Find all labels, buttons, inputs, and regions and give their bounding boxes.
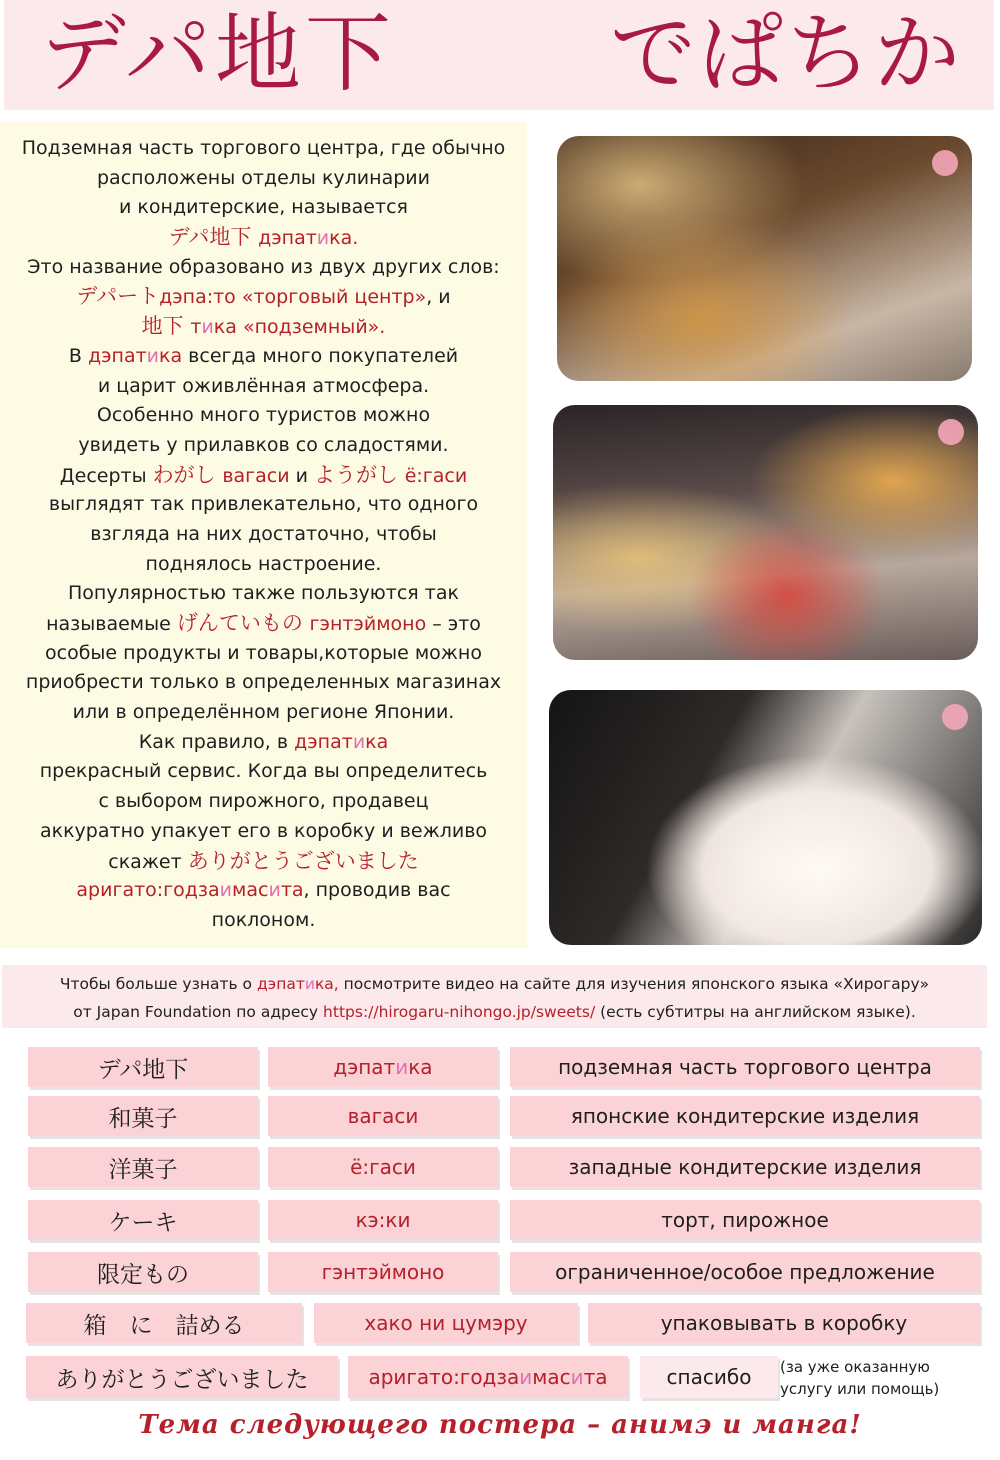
info-note-text xyxy=(2,970,987,1026)
text-segment: 地下 xyxy=(141,314,191,339)
vocab-term-meaning: упаковывать в коробку xyxy=(588,1303,980,1343)
vocab-term-reading xyxy=(268,1252,498,1292)
article-line xyxy=(0,757,527,787)
vocab-term-japanese: ありがとうございました xyxy=(26,1356,338,1398)
text-segment: ようがし xyxy=(314,462,405,487)
vocab-term-meaning: японские кондитерские изделия xyxy=(510,1096,980,1136)
text-segment: デパート xyxy=(76,284,160,309)
text-segment: т xyxy=(190,316,202,339)
text-segment: Популярностью также пользуются так xyxy=(68,582,459,605)
text-segment: ка, xyxy=(314,975,339,993)
info-note xyxy=(2,965,987,1028)
text-segment: хако ни цумэру xyxy=(364,1311,528,1335)
article-line xyxy=(0,253,527,283)
logo-badge-icon xyxy=(932,150,958,176)
text-segment: , проводив вас xyxy=(303,879,451,902)
article-line xyxy=(0,282,527,312)
text-segment: ё:гаси xyxy=(404,464,468,487)
vocab-term-meaning: подземная часть торгового центра xyxy=(510,1047,980,1087)
article-line xyxy=(0,698,527,728)
note-line xyxy=(2,998,987,1026)
text-segment: с выбором пирожного, продавец xyxy=(98,790,429,813)
text-segment: わがし xyxy=(152,462,223,487)
text-segment: аригато:годза xyxy=(368,1365,520,1389)
text-segment: и xyxy=(519,1365,533,1389)
note-line xyxy=(2,970,987,998)
text-segment: и xyxy=(570,1365,584,1389)
vocab-term-reading xyxy=(268,1147,498,1187)
text-segment: Чтобы больше узнать о xyxy=(59,975,257,993)
text-segment: https://hirogaru-nihongo.jp/sweets/ xyxy=(323,1003,596,1021)
article-line xyxy=(0,817,527,847)
vocab-term-reading xyxy=(268,1200,498,1240)
text-segment: и xyxy=(304,975,315,993)
vocab-term-meaning: западные кондитерские изделия xyxy=(510,1147,980,1187)
article-line xyxy=(0,876,527,906)
logo-badge-icon xyxy=(942,704,968,730)
article-line xyxy=(0,639,527,669)
text-segment: (есть субтитры на английском языке). xyxy=(595,1003,916,1021)
text-segment: та xyxy=(583,1365,608,1389)
text-segment: ка xyxy=(408,1055,433,1079)
text-segment: ка xyxy=(365,730,389,753)
text-segment: поклоном. xyxy=(211,908,316,931)
photo-dessert-showcase xyxy=(553,405,978,660)
text-segment: особые продукты и товары,которые можно xyxy=(45,641,482,664)
text-segment: Это название образовано из двух других слов: xyxy=(27,255,500,278)
text-segment: называемые xyxy=(46,613,177,635)
text-segment: дэпат xyxy=(294,730,353,753)
text-segment: ё:гаси xyxy=(350,1155,416,1179)
text-segment: от Japan Foundation по адресу xyxy=(73,1003,324,1021)
page-title-kanji: デパ地下 xyxy=(40,4,395,104)
vocab-term-reading xyxy=(268,1047,498,1087)
text-segment: и xyxy=(352,730,366,753)
text-segment: и xyxy=(289,464,315,487)
vocab-term-reading xyxy=(268,1096,498,1136)
text-segment: и царит оживлённая атмосфера. xyxy=(97,374,430,397)
text-segment: и xyxy=(268,879,281,902)
text-segment: всегда много покупателей xyxy=(182,344,459,367)
article-line xyxy=(0,728,527,758)
text-segment: и кондитерские, называется xyxy=(119,196,408,219)
text-segment: дэпат xyxy=(87,344,147,367)
text-segment: Особенно много туристов можно xyxy=(96,404,431,427)
article-line xyxy=(0,520,527,550)
text-segment: посмотрите видео на сайте для изучения японского языка «Хирогару» xyxy=(338,975,930,993)
article-panel xyxy=(0,122,527,948)
vocab-term-meaning: ограниченное/особое предложение xyxy=(510,1252,980,1292)
vocab-term-japanese: ケーキ xyxy=(28,1200,258,1240)
text-segment: ка. xyxy=(329,227,359,250)
vocab-term-reading xyxy=(348,1356,628,1398)
photo-cake-box xyxy=(549,690,982,945)
text-segment: ка «подземный». xyxy=(213,316,386,339)
vocab-term-japanese: デパ地下 xyxy=(28,1047,258,1087)
article-line xyxy=(0,490,527,520)
text-segment: приобрести только в определенных магазинах xyxy=(25,671,502,694)
article-line xyxy=(0,787,527,817)
article-line xyxy=(0,609,527,639)
vocab-term-meaning: торт, пирожное xyxy=(510,1200,980,1240)
article-line xyxy=(0,579,527,609)
text-segment: поднялось настроение. xyxy=(145,552,382,575)
article-line xyxy=(0,342,527,372)
text-segment: дэпат xyxy=(258,227,317,250)
text-segment: аккуратно упакует его в коробку и вежливо xyxy=(39,819,488,842)
vocab-term-japanese: 和菓子 xyxy=(28,1096,258,1136)
article-line xyxy=(0,431,527,461)
text-segment: и xyxy=(219,879,233,902)
text-segment: и xyxy=(316,227,330,250)
text-segment: Десерты xyxy=(59,464,153,487)
article-line xyxy=(0,847,527,877)
article-line xyxy=(0,312,527,342)
vocab-term-japanese: 洋菓子 xyxy=(28,1147,258,1187)
article-line xyxy=(0,906,527,936)
text-segment: та xyxy=(280,879,304,902)
text-segment: и xyxy=(395,1055,409,1079)
vocab-thanks-note-line: (за уже оказанную xyxy=(780,1358,930,1376)
vocab-thanks-note xyxy=(780,1356,939,1400)
vocab-term-japanese: 限定もの xyxy=(28,1252,258,1292)
article-line xyxy=(0,550,527,580)
text-segment: дэпат xyxy=(333,1055,396,1079)
text-segment: гэнтэймоно xyxy=(321,1260,445,1284)
text-segment: дэпа:то «торговый центр» xyxy=(159,286,427,309)
article-line xyxy=(0,223,527,253)
logo-badge-icon xyxy=(938,419,964,445)
vocab-term-japanese: 箱 に 詰める xyxy=(26,1303,302,1343)
text-segment: ありがとうございました xyxy=(187,848,419,873)
text-segment: аригато:годза xyxy=(76,879,220,902)
text-segment: кэ:ки xyxy=(355,1208,411,1232)
title-banner xyxy=(4,0,994,110)
vocab-term-reading xyxy=(314,1303,578,1343)
article-line xyxy=(0,372,527,402)
text-segment: ка xyxy=(159,344,183,367)
article-line xyxy=(0,401,527,431)
text-segment: – это xyxy=(426,613,481,635)
text-segment: гэнтэймоно xyxy=(309,613,427,635)
text-segment: выглядят так привлекательно, что одного xyxy=(48,493,479,516)
text-segment: и xyxy=(146,344,160,367)
article-line xyxy=(0,668,527,698)
text-segment: мас xyxy=(232,879,269,902)
text-segment: В xyxy=(68,344,88,367)
text-segment: げんていもの xyxy=(176,611,310,635)
article-text xyxy=(0,134,527,936)
vocab-term-meaning: спасибо xyxy=(640,1356,778,1398)
text-segment: увидеть у прилавков со сладостями. xyxy=(78,433,449,456)
article-line xyxy=(0,461,527,491)
article-line xyxy=(0,193,527,223)
text-segment: прекрасный сервис. Когда вы определитесь xyxy=(39,760,488,783)
text-segment: вагаси xyxy=(222,464,290,487)
text-segment: расположены отделы кулинарии xyxy=(97,166,430,189)
article-line xyxy=(0,134,527,164)
text-segment: дэпат xyxy=(256,975,305,993)
text-segment: вагаси xyxy=(347,1104,419,1128)
article-line xyxy=(0,164,527,194)
text-segment: мас xyxy=(532,1365,571,1389)
text-segment: Как правило, в xyxy=(138,730,295,753)
text-segment: или в определённом регионе Японии. xyxy=(72,701,455,724)
text-segment: взгляда на них достаточно, чтобы xyxy=(90,522,437,545)
text-segment: скажет xyxy=(108,850,188,873)
text-segment: и xyxy=(201,316,214,339)
vocab-thanks-note-line: услугу или помощь) xyxy=(780,1380,940,1398)
footer-announcement: Тема следующего постера – анимэ и манга! xyxy=(138,1410,862,1440)
text-segment: , и xyxy=(426,286,451,309)
page-title-kana: でぱちか xyxy=(610,4,962,104)
text-segment: デパ地下 xyxy=(168,225,259,250)
photo-shop-counter xyxy=(557,136,972,381)
text-segment: Подземная часть торгового центра, где обычно xyxy=(21,137,506,159)
